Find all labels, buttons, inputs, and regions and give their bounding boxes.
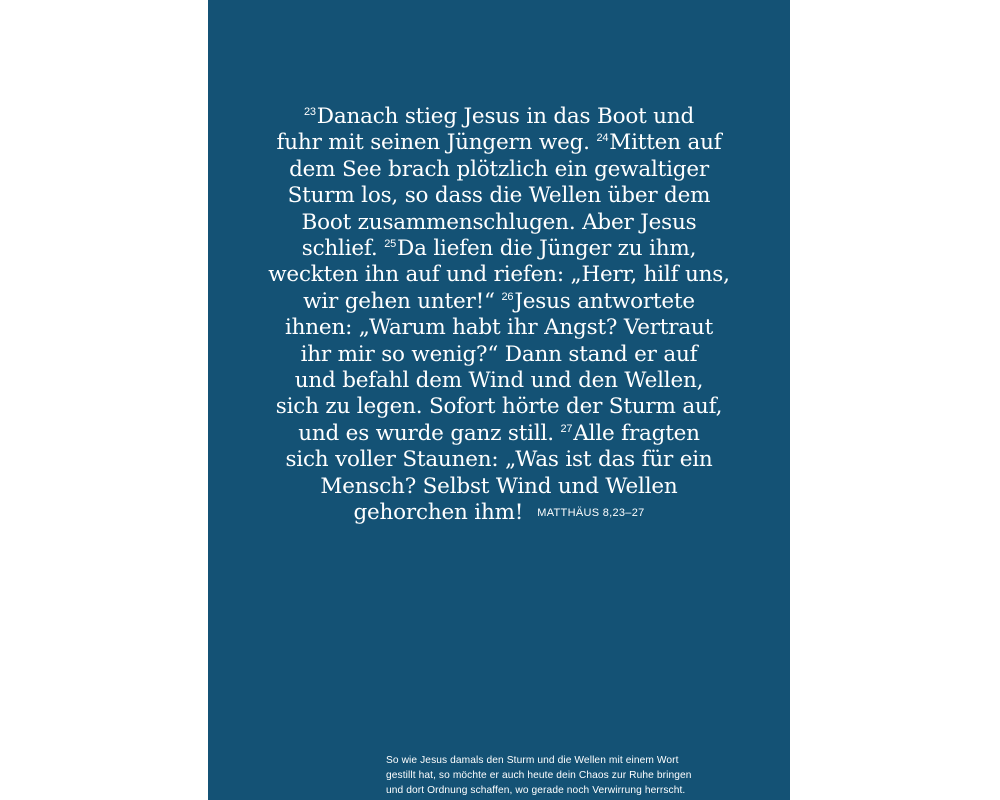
verse-line bbox=[248, 421, 750, 447]
verse-line bbox=[248, 474, 750, 500]
verse-text: ihr mir so wenig?“ Dann stand er auf bbox=[300, 341, 698, 367]
verse-number: 23 bbox=[303, 106, 316, 118]
verse-text: sich zu legen. Sofort hörte der Sturm auf, bbox=[275, 394, 723, 420]
verse-text: Alle fragten bbox=[573, 420, 700, 446]
verse-number: 26 bbox=[501, 290, 514, 303]
verse-line bbox=[248, 262, 750, 288]
verse-text: und es wurde ganz still. bbox=[298, 420, 554, 446]
verse-text: und befahl dem Wind und den Wellen, bbox=[294, 368, 704, 394]
verse-text: Jesus antwortete bbox=[514, 288, 695, 314]
verse-line bbox=[248, 104, 750, 130]
verse-text: gehorchen ihm! bbox=[353, 500, 524, 526]
verse-line bbox=[248, 315, 750, 341]
bible-passage bbox=[248, 104, 750, 527]
verse-line bbox=[248, 394, 750, 420]
verse-text: wir gehen unter!“ bbox=[303, 288, 495, 314]
verse-line bbox=[248, 342, 750, 368]
verse-text: dem See brach plötzlich ein gewaltiger bbox=[289, 156, 709, 182]
verse-line bbox=[248, 130, 750, 156]
scripture-reference: MATTHÄUS 8,23–27 bbox=[537, 507, 645, 520]
caption-line: gestillt hat, so möchte er auch heute dein Chaos zur Ruhe bringen bbox=[386, 770, 692, 782]
verse-text: ihnen: „Warum habt ihr Angst? Vertraut bbox=[284, 315, 714, 341]
verse-text: Boot zusammenschlugen. Aber Jesus bbox=[301, 209, 697, 235]
caption-line: und dort Ordnung schaffen, wo gerade noch Verwirrung herrscht. bbox=[386, 785, 686, 797]
verse-text: Mitten auf bbox=[609, 130, 722, 156]
verse-line bbox=[248, 183, 750, 209]
verse-text: sich voller Staunen: „Was ist das für ein bbox=[285, 447, 713, 473]
verse-text: fuhr mit seinen Jüngern weg. bbox=[276, 130, 590, 156]
verse-line bbox=[248, 368, 750, 394]
verse-line bbox=[248, 236, 750, 262]
page bbox=[208, 0, 790, 800]
verse-text: Danach stieg Jesus in das Boot und bbox=[316, 104, 695, 129]
verse-text: Mensch? Selbst Wind und Wellen bbox=[320, 473, 678, 499]
verse-number: 25 bbox=[384, 238, 397, 251]
verse-number: 27 bbox=[560, 422, 573, 435]
verse-line bbox=[248, 447, 750, 473]
verse-text: Da liefen die Jünger zu ihm, bbox=[397, 236, 697, 262]
verse-line bbox=[248, 500, 750, 526]
caption bbox=[386, 753, 786, 799]
verse-line bbox=[248, 289, 750, 315]
verse-line bbox=[248, 210, 750, 236]
verse-text: schlief. bbox=[301, 236, 378, 262]
verse-text: Sturm los, so dass die Wellen über dem bbox=[287, 183, 711, 209]
verse-line bbox=[248, 157, 750, 183]
verse-text: weckten ihn auf und riefen: „Herr, hilf uns, bbox=[268, 262, 730, 288]
caption-line: So wie Jesus damals den Sturm und die Wellen mit einem Wort bbox=[386, 755, 679, 766]
verse-number: 24 bbox=[596, 132, 609, 145]
